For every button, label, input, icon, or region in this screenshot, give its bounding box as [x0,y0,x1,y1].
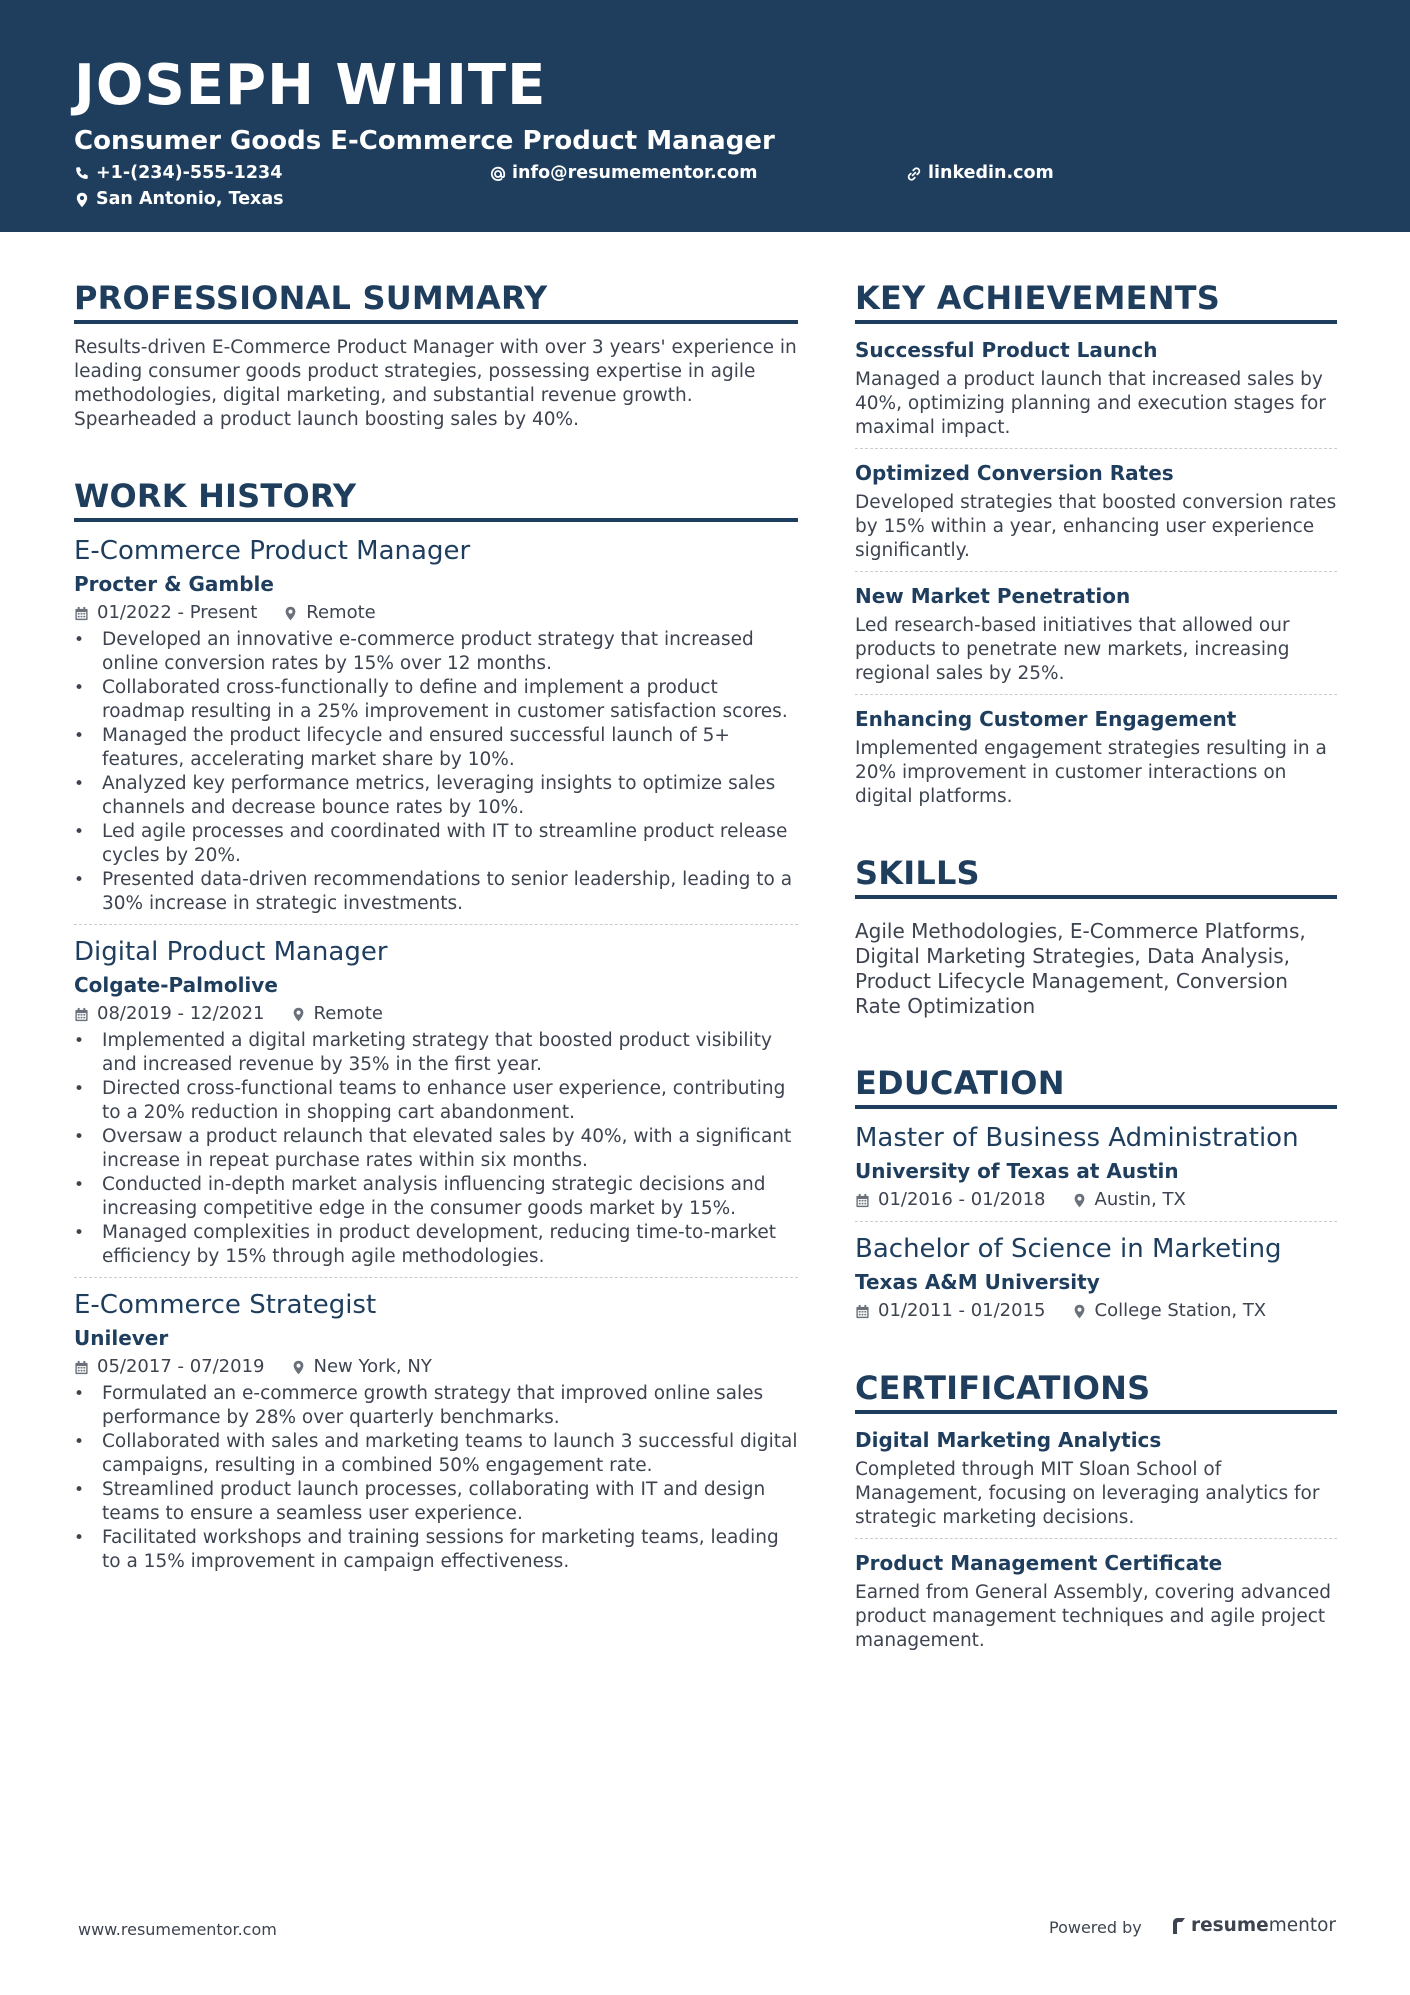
achievement-item [855,459,1337,563]
location-pin-icon [291,1360,306,1375]
certification-desc: Completed through MIT Sloan School of Management, focusing on leveraging analytics for strategic marketing decisions. [855,1459,1320,1528]
achievements-section [855,278,1337,809]
company-name: Colgate-Palmolive [74,973,278,997]
linkedin-text: linkedin.com [928,163,1054,183]
divider [855,448,1337,449]
achievement-title: Successful Product Launch [855,338,1158,362]
company-name: Unilever [74,1326,169,1350]
location-pin-icon [1072,1193,1087,1208]
job-location: New York, NY [313,1356,432,1377]
education-section [855,1063,1337,1324]
job-meta [74,1354,798,1380]
location-pin-icon [1072,1304,1087,1319]
job-bullet: • Managed the product lifecycle and ensured successful launch of 5+ features, accelerating market share by 10%. [74,724,798,772]
divider [855,694,1337,695]
education-meta [855,1298,1337,1324]
job-entry [74,1288,798,1574]
job-location: Remote [306,602,376,623]
achievement-item [855,336,1337,440]
candidate-title: Consumer Goods E-Commerce Product Manager [74,126,775,156]
certification-title: Digital Marketing Analytics [855,1428,1162,1452]
achievement-item [855,705,1337,809]
school-name: University of Texas at Austin [855,1159,1179,1183]
location-text: San Antonio, Texas [96,189,284,209]
job-bullet: • Formulated an e-commerce growth strategy that improved online sales performance by 28% over quarterly benchmarks. [74,1382,798,1430]
email-text: info@resumementor.com [512,163,758,183]
education-dates: 01/2016 - 01/2018 [878,1189,1046,1210]
location-pin-icon [74,192,90,208]
resumementor-logo-icon [1171,1917,1187,1935]
certifications-heading: CERTIFICATIONS [855,1368,1337,1414]
contact-location [74,191,284,209]
job-entry [74,935,798,1269]
job-bullet: • Led agile processes and coordinated with IT to streamline product release cycles by 20%. [74,820,798,868]
job-dates: 01/2022 - Present [97,602,258,623]
school-name: Texas A&M University [855,1270,1100,1294]
resumementor-logo[interactable] [1171,1915,1336,1936]
achievement-desc: Developed strategies that boosted conversion rates by 15% within a year, enhancing user experience significantly. [855,492,1337,561]
achievements-heading: KEY ACHIEVEMENTS [855,278,1337,324]
contact-linkedin[interactable] [906,165,1054,183]
job-bullet: • Collaborated cross-functionally to define and implement a product roadmap resulting in a 25% improvement in customer satisfaction scores. [74,676,798,724]
divider [855,1538,1337,1539]
job-bullet: • Oversaw a product relaunch that elevated sales by 40%, with a significant increase in repeat purchase rates within six months. [74,1125,798,1173]
job-dates: 05/2017 - 07/2019 [97,1356,265,1377]
certifications-section [855,1368,1337,1653]
job-bullet: • Facilitated workshops and training sessions for marketing teams, leading to a 15% improvement in campaign effectiveness. [74,1526,798,1574]
powered-by-label: Powered by [1049,1918,1142,1937]
job-bullet: • Streamlined product launch processes, collaborating with IT and design teams to ensure a seamless user experience. [74,1478,798,1526]
divider [855,1221,1337,1222]
location-pin-icon [291,1007,306,1022]
phone-text: +1-(234)-555-1234 [96,163,283,183]
job-bullet: • Managed complexities in product development, reducing time-to-market efficiency by 15% through agile methodologies. [74,1221,798,1269]
achievement-desc: Managed a product launch that increased sales by 40%, optimizing planning and execution stages for maximal impact. [855,369,1326,438]
calendar-icon [855,1193,870,1208]
job-meta [74,600,798,626]
certification-title: Product Management Certificate [855,1551,1223,1575]
work-history-section [74,476,798,1574]
job-bullet: • Presented data-driven recommendations to senior leadership, leading to a 30% increase in strategic investments. [74,868,798,916]
contact-email[interactable] [490,165,757,183]
candidate-name: JOSEPH WHITE [74,53,547,118]
logo-text-bold: resume [1191,1915,1269,1936]
education-entry [855,1121,1337,1213]
calendar-icon [855,1304,870,1319]
certification-desc: Earned from General Assembly, covering advanced product management techniques and agile project management. [855,1582,1331,1651]
achievement-title: Enhancing Customer Engagement [855,707,1237,731]
education-meta [855,1187,1337,1213]
location-pin-icon [283,606,298,621]
job-entry [74,534,798,916]
calendar-icon [74,1360,89,1375]
calendar-icon [74,606,89,621]
contact-phone[interactable] [74,165,282,183]
education-heading: EDUCATION [855,1063,1337,1109]
job-bullet: • Collaborated with sales and marketing teams to launch 3 successful digital campaigns, resulting in a combined 50% engagement rate. [74,1430,798,1478]
skills-heading: SKILLS [855,853,1337,899]
job-title: E-Commerce Product Manager [74,536,471,566]
summary-text: Results-driven E-Commerce Product Manager with over 3 years' experience in leading consumer goods product strategies, possessing expertise in agile methodologies, digital marketing, and substantial revenue growth. Spearheaded a product launch boosting sales by 40%. [74,337,797,430]
job-bullet: • Conducted in-depth market analysis influencing strategic decisions and increasing competitive edge in the consumer goods market by 15%. [74,1173,798,1221]
link-icon [906,166,922,182]
skills-text: Agile Methodologies, E-Commerce Platforms, Digital Marketing Strategies, Data Analysis, Product Lifecycle Management, Conversion Rate Optimization [855,919,1306,1018]
achievement-title: Optimized Conversion Rates [855,461,1174,485]
job-bullet: • Developed an innovative e-commerce product strategy that increased online conversion rates by 15% over 12 months. [74,628,798,676]
job-bullet: • Analyzed key performance metrics, leveraging insights to optimize sales channels and decrease bounce rates by 10%. [74,772,798,820]
achievement-item [855,582,1337,686]
job-bullets [74,1029,798,1269]
certification-item [855,1549,1337,1653]
job-meta [74,1001,798,1027]
certification-item [855,1426,1337,1530]
job-bullet: • Directed cross-functional teams to enhance user experience, contributing to a 20% reduction in shopping cart abandonment. [74,1077,798,1125]
phone-icon [74,166,90,182]
right-column [855,278,1337,1697]
education-location: College Station, TX [1094,1300,1267,1321]
degree-title: Bachelor of Science in Marketing [855,1234,1282,1264]
achievement-title: New Market Penetration [855,584,1131,608]
achievement-desc: Led research-based initiatives that allowed our products to penetrate new markets, increasing regional sales by 25%. [855,615,1290,684]
achievement-desc: Implemented engagement strategies resulting in a 20% improvement in customer interactions on digital platforms. [855,738,1327,807]
skills-section [855,853,1337,1019]
calendar-icon [74,1007,89,1022]
summary-section [74,278,798,432]
resume-header [0,0,1410,232]
job-title: E-Commerce Strategist [74,1290,377,1320]
divider [74,924,798,925]
education-location: Austin, TX [1094,1189,1186,1210]
job-dates: 08/2019 - 12/2021 [97,1003,265,1024]
divider [855,571,1337,572]
job-bullets [74,1382,798,1574]
degree-title: Master of Business Administration [855,1123,1299,1153]
company-name: Procter & Gamble [74,572,274,596]
job-location: Remote [313,1003,383,1024]
summary-heading: PROFESSIONAL SUMMARY [74,278,798,324]
left-column [74,278,798,1618]
divider [74,1277,798,1278]
footer-website-link[interactable]: www.resumementor.com [78,1920,277,1939]
job-bullet: • Implemented a digital marketing strategy that boosted product visibility and increased revenue by 35% in the first year. [74,1029,798,1077]
at-icon [490,166,506,182]
education-dates: 01/2011 - 01/2015 [878,1300,1046,1321]
job-title: Digital Product Manager [74,937,388,967]
job-bullets [74,628,798,916]
logo-text-light: mentor [1268,1915,1336,1936]
education-entry [855,1232,1337,1324]
work-history-heading: WORK HISTORY [74,476,798,522]
